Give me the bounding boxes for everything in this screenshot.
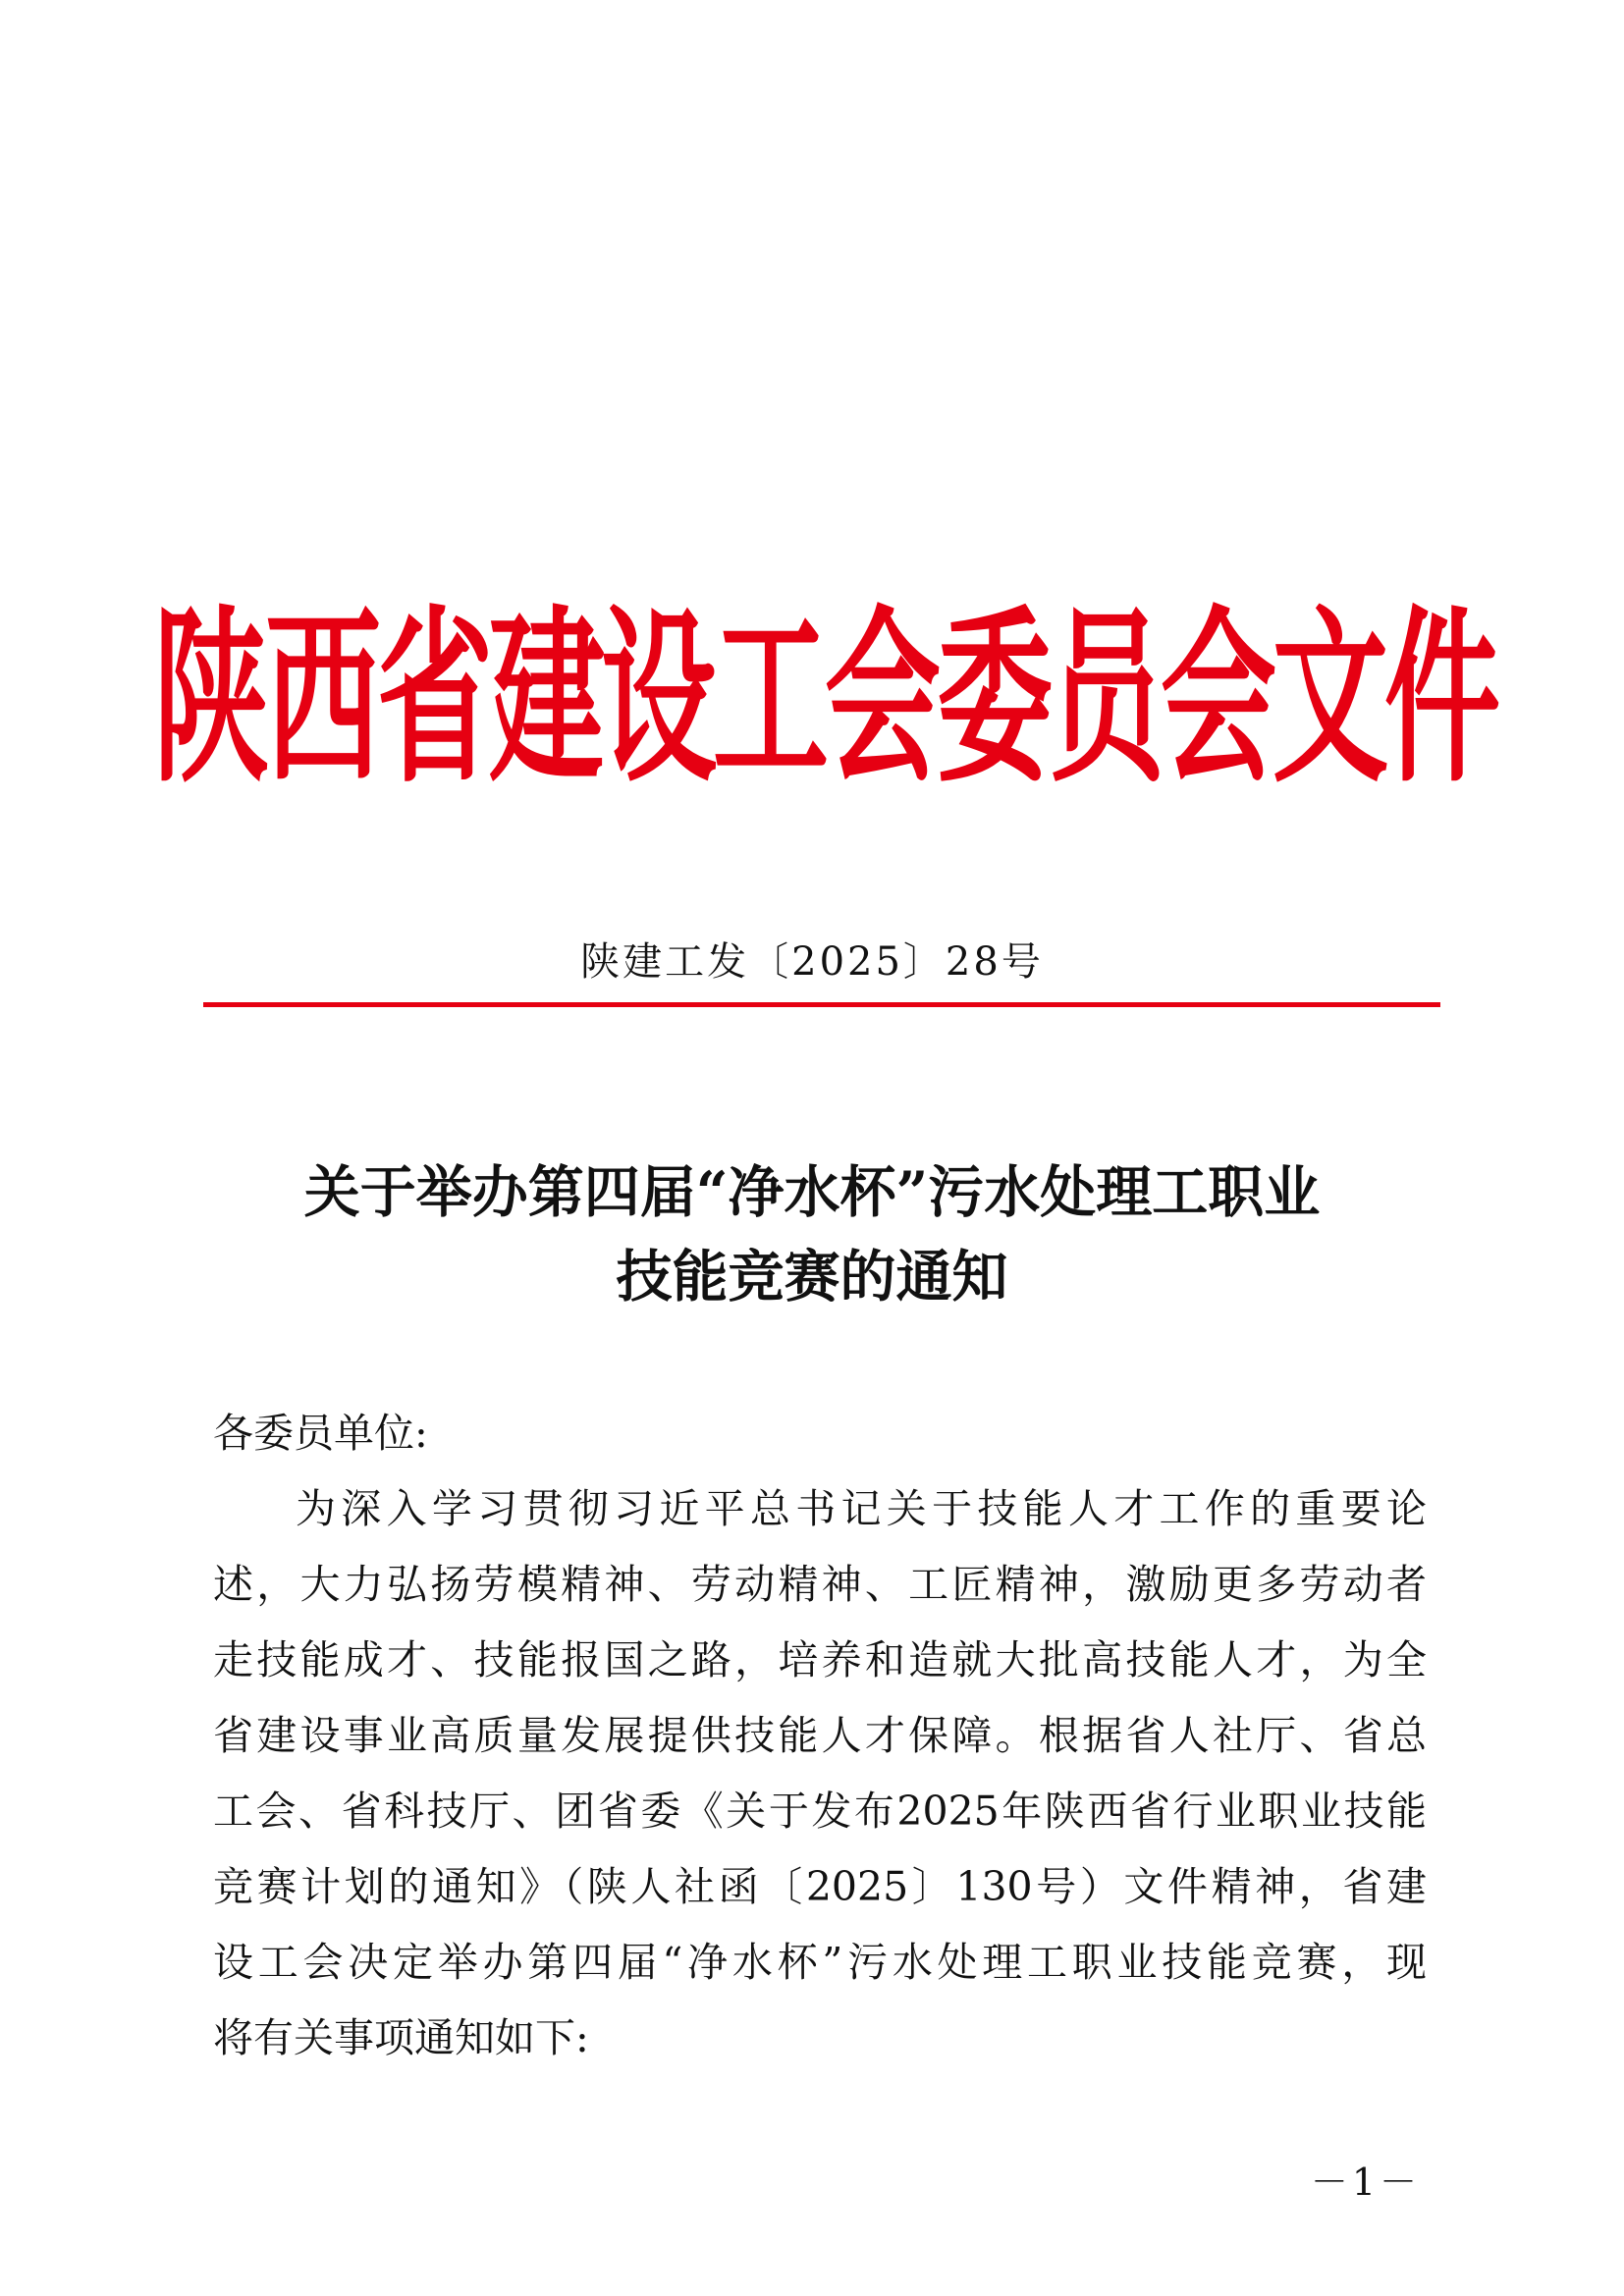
salutation: 各委员单位:	[213, 1410, 428, 1457]
notice-title	[196, 1150, 1428, 1319]
page-number: －1－	[1310, 2161, 1421, 2204]
body-line: 述，大力弘扬劳模精神、劳动精神、工匠精神，激励更多劳动者	[213, 1561, 1427, 1608]
body-line: 设工会决定举办第四届“净水杯”污水处理工职业技能竞赛，现	[213, 1939, 1427, 1986]
masthead-title	[153, 584, 1497, 808]
body-line: 将有关事项通知如下:	[213, 2014, 589, 2061]
masthead-text: 陕西省建设工会委员会文件	[153, 588, 1497, 808]
document-number: 陕建工发〔2025〕28号	[580, 939, 1044, 985]
red-divider-line	[203, 1002, 1440, 1007]
body-line: 工会、省科技厅、团省委《关于发布2025年陕西省行业职业技能	[213, 1788, 1427, 1835]
body-line: 竞赛计划的通知》（陕人社函〔2025〕130号）文件精神，省建	[213, 1863, 1427, 1910]
body-line: 走技能成才、技能报国之路，培养和造就大批高技能人才，为全	[213, 1636, 1427, 1683]
body-line: 省建设事业高质量发展提供技能人才保障。根据省人社厅、省总	[213, 1712, 1427, 1759]
body-line: 为深入学习贯彻习近平总书记关于技能人才工作的重要论	[296, 1485, 1427, 1532]
title-line: 技能竞赛的通知	[616, 1244, 1008, 1309]
notice-body	[213, 1396, 1427, 2076]
title-line: 关于举办第四届“净水杯”污水处理工职业	[303, 1159, 1321, 1225]
